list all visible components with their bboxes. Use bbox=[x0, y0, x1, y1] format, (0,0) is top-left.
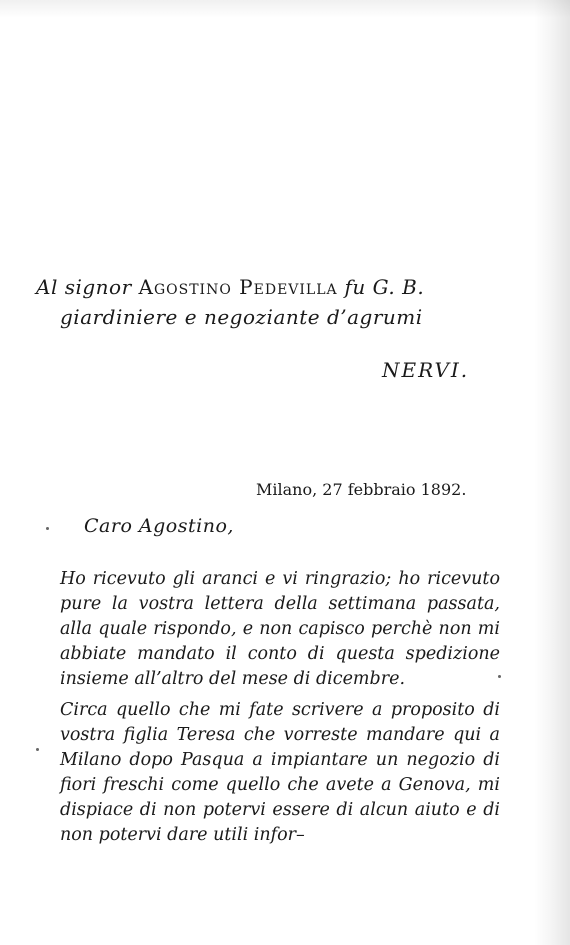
print-speck bbox=[46, 527, 49, 530]
recipient-name: Agostino Pedevilla bbox=[138, 275, 338, 299]
recipient-occupation: giardiniere e negoziante d’agrumi bbox=[60, 305, 423, 329]
dateline: Milano, 27 febbraio 1892. bbox=[256, 480, 467, 499]
page-right-shadow bbox=[534, 0, 570, 945]
print-speck bbox=[498, 675, 501, 678]
address-suffix: fu G. B. bbox=[344, 275, 425, 299]
paragraph-2: Circa quello che mi fate scrivere a proposito di vostra figlia Teresa che vorreste mandare qui a Milano dopo Pasqua a impiantare un negozio di fiori freschi come quello che avete a Genova, mi dispiace di non potervi essere di alcun aiuto e di non potervi dare utili infor– bbox=[60, 700, 500, 845]
paragraph-1: Ho ricevuto gli aranci e vi ringrazio; ho ricevuto pure la vostra lettera della settimana passata, alla quale rispondo, e non capisco perchè non mi abbiate mandato il conto di questa spedizione insieme all’altro del mese di dicembre. bbox=[60, 569, 500, 689]
salutation: Caro Agostino, bbox=[84, 515, 234, 537]
page-top-shadow bbox=[0, 0, 570, 18]
print-speck bbox=[36, 748, 39, 751]
letter-body bbox=[60, 567, 500, 848]
address-line-1 bbox=[36, 272, 506, 302]
address-block bbox=[36, 272, 506, 332]
address-prefix: Al signor bbox=[36, 275, 132, 299]
recipient-city: NERVI. bbox=[382, 358, 470, 382]
